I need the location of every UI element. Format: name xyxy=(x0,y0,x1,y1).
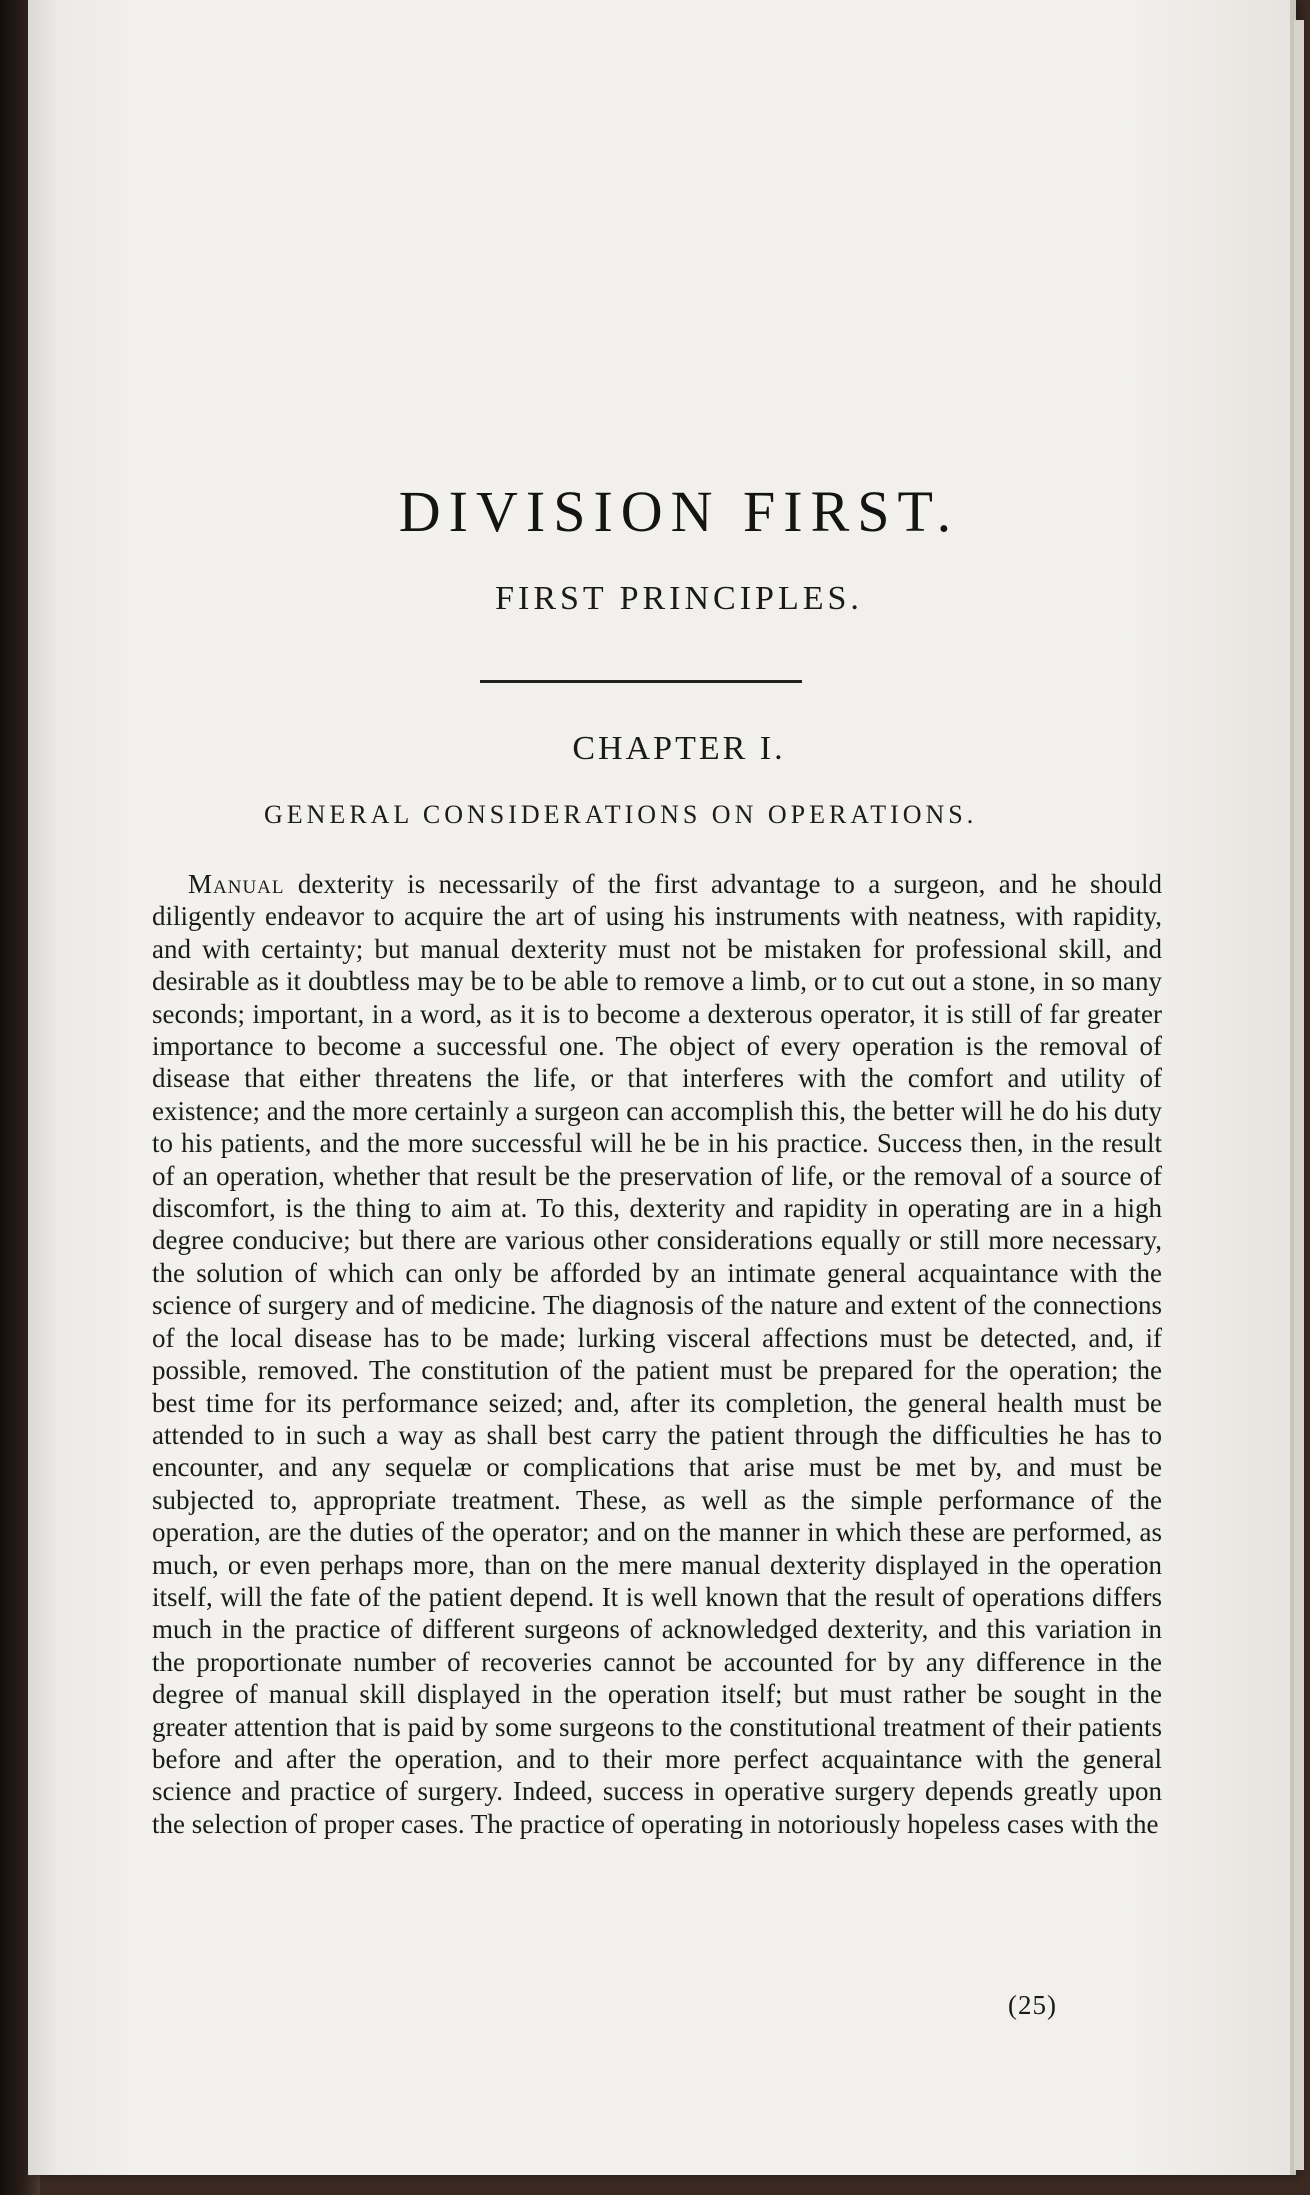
lead-word: Manual xyxy=(188,869,285,899)
horizontal-rule xyxy=(480,680,802,683)
page-number: (25) xyxy=(1008,1990,1057,2020)
body-paragraph xyxy=(152,868,1162,1840)
principles-subtitle: FIRST PRINCIPLES. xyxy=(495,580,863,617)
division-title: DIVISION FIRST. xyxy=(398,479,960,544)
section-title: GENERAL CONSIDERATIONS ON OPERATIONS. xyxy=(264,800,978,829)
book-page xyxy=(28,0,1296,2175)
paragraph-text: dexterity is necessarily of the first advantage to a surgeon, and he should diligently endeavor to acquire the art of using his instruments with neatness, with rapidity, and with certainty; but manual dexterity must not be mistaken for professional skill, and desirable as it doubtless may be to be able to remove a limb, or to cut out a stone, in so many seconds; important, in a word, as it is to become a dexterous operator, it is still of far greater importance to become a successful one. The object of every operation is the removal of disease that either threatens the life, or that interferes with the comfort and utility of existence; and the more certainly a surgeon can accomplish this, the better will he do his duty to his patients, and the more successful will he be in his practice. Success then, in the result of an operation, whether that result be the preservation of life, or the removal of a source of discomfort, is the thing to aim at. To this, dexterity and rapidity in operating are in a high degree conducive; but there are various other considerations equally or still more necessary, the solution of which can only be afforded by an intimate general acquaintance with the science of surgery and of medicine. The diagnosis of the nature and extent of the connections of the local disease has to be made; lurking visceral affections must be detected, and, if possible, removed. The constitution of the patient must be prepared for the operation; the best time for its performance seized; and, after its completion, the general health must be attended to in such a way as shall best carry the patient through the difficulties he has to encounter, and any sequelæ or complications that arise must be met by, and must be subjected to, appropriate treatment. These, as well as the simple performance of the operation, are the duties of the operator; and on the manner in which these are performed, as much, or even perhaps more, than on the mere manual dexterity displayed in the operation itself, will the fate of the patient depend. It is well known that the result of operations differs much in the practice of different surgeons of acknowledged dexterity, and this variation in the proportionate number of recoveries cannot be accounted for by any difference in the degree of manual skill displayed in the operation itself; but must rather be sought in the greater attention that is paid by some surgeons to the constitutional treatment of their patients before and after the operation, and to their more perfect acquaintance with the general science and practice of surgery. Indeed, success in operative surgery depends greatly upon the selection of proper cases. The practice of operating in notoriously hopeless cases with the xyxy=(152,869,1162,1839)
chapter-title: CHAPTER I. xyxy=(572,730,786,767)
page-edge xyxy=(1294,20,1304,2170)
